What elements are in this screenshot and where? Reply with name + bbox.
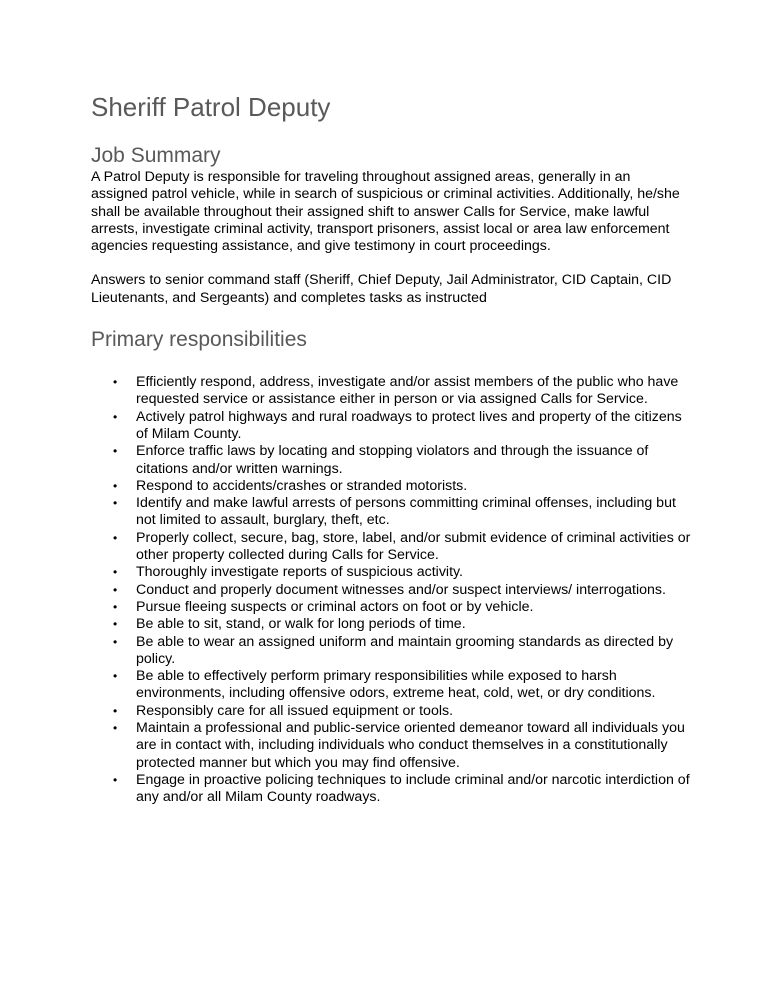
- list-item: [91, 564, 691, 581]
- list-item: [91, 703, 691, 720]
- bullet-icon: •: [113, 582, 118, 597]
- bullet-icon: •: [113, 634, 118, 649]
- bullet-icon: •: [113, 721, 118, 736]
- bullet-icon: •: [113, 409, 118, 424]
- list-item-text: Be able to wear an assigned uniform and maintain grooming standards as directed by policy.: [136, 633, 674, 667]
- job-summary-heading: Job Summary: [91, 144, 221, 167]
- list-item-text: Respond to accidents/crashes or stranded motorists.: [136, 477, 468, 494]
- list-item: [91, 668, 691, 703]
- list-item-text: Conduct and properly document witnesses and/or suspect interviews/ interrogations.: [136, 581, 666, 598]
- list-item: [91, 582, 691, 599]
- list-item: [91, 495, 691, 530]
- bullet-icon: •: [113, 496, 118, 511]
- reporting-paragraph: Answers to senior command staff (Sheriff, Chief Deputy, Jail Administrator, CID Captain, CID Lieutenants, and Sergeants) and completes tasks as instructed: [91, 272, 672, 306]
- bullet-icon: •: [113, 703, 118, 718]
- list-item-text: Actively patrol highways and rural roadways to protect lives and property of the citizens of Milam County.: [136, 408, 682, 442]
- bullet-icon: •: [113, 599, 118, 614]
- list-item-text: Be able to sit, stand, or walk for long periods of time.: [136, 616, 466, 633]
- list-item: [91, 634, 691, 669]
- list-item-text: Efficiently respond, address, investigate and/or assist members of the public who have requested service or assistance either in person or via assigned Calls for Service.: [136, 374, 679, 408]
- list-item-text: Identify and make lawful arrests of persons committing criminal offenses, including but not limited to assault, burglary, theft, etc.: [136, 495, 676, 529]
- list-item-text: Properly collect, secure, bag, store, label, and/or submit evidence of criminal activities or other property collected during Calls for Service.: [136, 529, 691, 564]
- bullet-icon: •: [113, 617, 118, 632]
- list-item-text: Engage in proactive policing techniques to include criminal and/or narcotic interdiction of any and/or all Milam County roadways.: [136, 771, 690, 806]
- job-summary-paragraph: A Patrol Deputy is responsible for traveling throughout assigned areas, generally in an assigned patrol vehicle, while in search of suspicious or criminal activities. Additionally, he/she shall be available throughout their assigned shift to answer Calls for Service, make lawful arrests, investigate criminal activity, transport prisoners, assist local or area law enforcement agencies requesting assistance, and give testimony in court proceedings.: [91, 169, 680, 255]
- list-item-text: Be able to effectively perform primary responsibilities while exposed to harsh environments, including offensive odors, extreme heat, cold, wet, or dry conditions.: [136, 668, 656, 702]
- bullet-icon: •: [113, 478, 118, 493]
- list-item: [91, 374, 691, 409]
- primary-responsibilities-heading: Primary responsibilities: [91, 328, 307, 352]
- bullet-icon: •: [113, 444, 118, 459]
- list-item-text: Enforce traffic laws by locating and stopping violators and through the issuance of citations and/or written warnings.: [136, 443, 649, 477]
- list-item: [91, 478, 691, 495]
- list-item: [91, 409, 691, 444]
- list-item: [91, 530, 691, 565]
- bullet-icon: •: [113, 772, 118, 787]
- list-item: [91, 720, 691, 772]
- list-item: [91, 443, 691, 478]
- list-item: [91, 772, 691, 807]
- list-item: [91, 616, 691, 633]
- list-item: [91, 599, 691, 616]
- page-title: Sheriff Patrol Deputy: [91, 92, 331, 122]
- list-item-text: Thoroughly investigate reports of suspicious activity.: [136, 564, 463, 581]
- bullet-icon: •: [113, 669, 118, 684]
- list-item-text: Maintain a professional and public-service oriented demeanor toward all individuals you are in contact with, including individuals who conduct themselves in a constitutionally protected manner but which you may find offensive.: [136, 720, 685, 771]
- list-item-text: Responsibly care for all issued equipment or tools.: [136, 702, 454, 719]
- responsibilities-list: [91, 374, 691, 806]
- bullet-icon: •: [113, 375, 118, 390]
- bullet-icon: •: [113, 530, 118, 545]
- document-page: [91, 90, 691, 807]
- list-item-text: Pursue fleeing suspects or criminal actors on foot or by vehicle.: [136, 598, 534, 615]
- bullet-icon: •: [113, 565, 118, 580]
